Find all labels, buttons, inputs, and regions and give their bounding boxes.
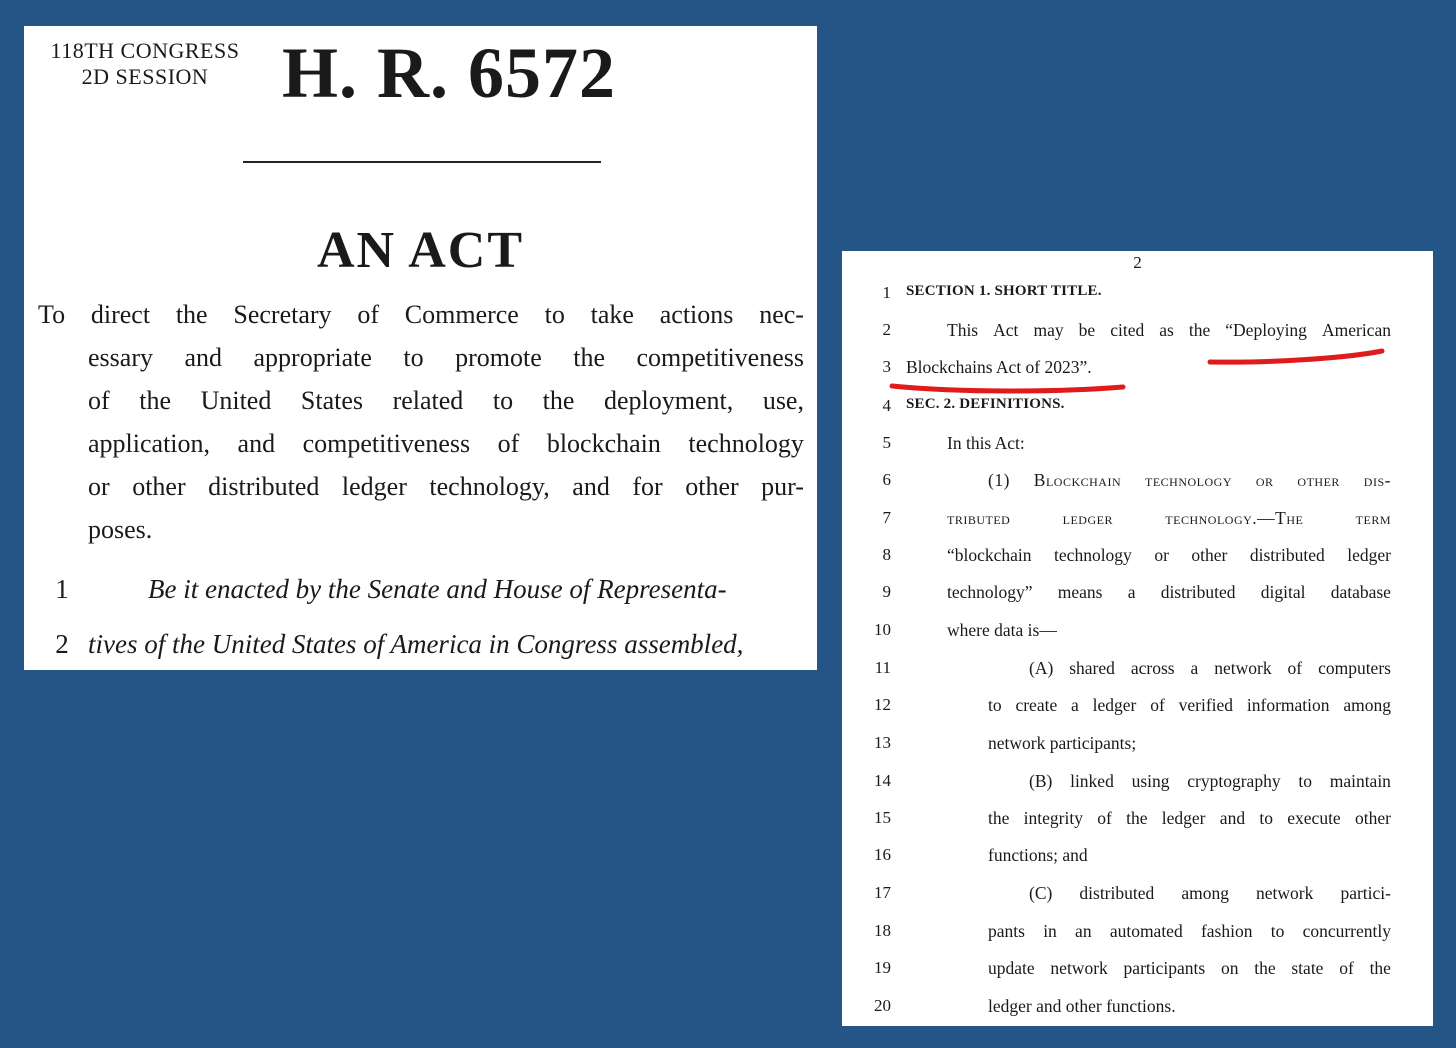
line-number: 9	[882, 582, 891, 601]
word: information	[1246, 695, 1330, 715]
word: States	[300, 386, 363, 415]
red-underline-annotation	[842, 251, 1433, 411]
session-label: 2D SESSION	[81, 64, 209, 89]
line-text	[1029, 883, 1391, 904]
bill-line	[842, 808, 1433, 845]
word: shared	[1069, 658, 1115, 678]
bill-line	[842, 545, 1433, 582]
line-number: 8	[882, 545, 891, 564]
line-text	[947, 508, 1391, 529]
word: competitiveness	[636, 343, 804, 372]
word: may	[1033, 320, 1064, 340]
word: technology”	[947, 582, 1033, 602]
word: network	[1214, 658, 1272, 678]
word: ledger	[1062, 508, 1113, 528]
line-number: 5	[882, 433, 891, 452]
word: a	[1190, 658, 1199, 678]
bill-text-page	[842, 251, 1433, 1026]
word: automated	[1109, 921, 1183, 941]
word: digital	[1260, 582, 1306, 602]
word: other	[685, 472, 739, 501]
word: To	[38, 300, 66, 329]
word: in	[1043, 921, 1057, 941]
line-text	[988, 470, 1391, 491]
line-number: 11	[874, 658, 891, 677]
word: actions	[659, 300, 734, 329]
word: direct	[90, 300, 151, 329]
word: computers	[1318, 658, 1391, 678]
word: state	[1291, 958, 1324, 978]
word: of	[1339, 958, 1354, 978]
word: technology,	[429, 472, 550, 501]
act-heading: AN ACT	[316, 222, 525, 279]
line-number: 1	[882, 283, 891, 302]
word: across	[1130, 658, 1175, 678]
word: or	[1154, 545, 1169, 565]
purpose-paragraph	[38, 293, 804, 551]
bill-line	[842, 921, 1433, 958]
word: pur-	[761, 472, 804, 501]
line-text: ledger and other functions.	[988, 996, 1176, 1016]
word: among	[1343, 695, 1391, 715]
line-number: 1	[55, 574, 69, 604]
line-number: 4	[882, 396, 891, 415]
page-number: 2	[1133, 253, 1142, 272]
word: database	[1330, 582, 1391, 602]
line-text	[988, 695, 1391, 716]
word: (1)	[988, 470, 1010, 490]
line-number: 2	[55, 629, 69, 659]
line-number: 12	[874, 695, 891, 714]
bill-line	[842, 582, 1433, 619]
word: execute	[1287, 808, 1341, 828]
word: appropriate	[253, 343, 372, 372]
word: distributed	[1079, 883, 1155, 903]
line-number: 14	[874, 771, 891, 790]
word: (C)	[1029, 883, 1053, 903]
word: ledger	[341, 472, 407, 501]
bill-number: H. R. 6572	[282, 33, 616, 113]
bill-line	[842, 470, 1433, 507]
word: Secretary	[233, 300, 332, 329]
word: the	[1254, 958, 1276, 978]
line-number: 18	[874, 921, 891, 940]
enacting-text: tives of the United States of America in Congress assembled,	[88, 629, 744, 659]
bill-cover-page	[24, 26, 817, 670]
word: to	[1259, 808, 1273, 828]
word: to	[544, 300, 565, 329]
word: the	[175, 300, 208, 329]
word: the	[1188, 320, 1211, 340]
word: technology	[1145, 470, 1232, 490]
word: of	[357, 300, 379, 329]
word: using	[1131, 771, 1170, 791]
title-divider	[243, 161, 601, 163]
line-number: 13	[874, 733, 891, 752]
word: verified	[1178, 695, 1234, 715]
line-text	[988, 958, 1391, 979]
word: to	[988, 695, 1002, 715]
line-text	[947, 582, 1391, 603]
bill-line	[842, 883, 1433, 920]
bill-line	[842, 958, 1433, 995]
word: (A)	[1029, 658, 1054, 678]
word: cited	[1110, 320, 1145, 340]
word: blockchain	[546, 429, 661, 458]
word: the	[573, 343, 605, 372]
line-number: 19	[874, 958, 891, 977]
word: participants	[1123, 958, 1206, 978]
word: “Deploying	[1225, 320, 1307, 340]
word: the	[542, 386, 575, 415]
section-heading: SECTION 1. SHORT TITLE.	[906, 283, 1102, 299]
word: ledger	[1347, 545, 1391, 565]
word: use,	[762, 386, 804, 415]
line-number: 10	[874, 620, 891, 639]
word: and	[237, 429, 276, 458]
word: dis-	[1363, 470, 1391, 490]
word: nec-	[759, 300, 804, 329]
word: tributed	[947, 508, 1011, 528]
word: cryptography	[1187, 771, 1281, 791]
word: Act	[993, 320, 1019, 340]
word: term	[1355, 508, 1391, 528]
word: pants	[988, 921, 1025, 941]
word: or	[88, 472, 110, 501]
line-number: 2	[882, 320, 891, 339]
line-text: where data is—	[947, 620, 1057, 640]
line-number: 6	[882, 470, 891, 489]
word: other	[132, 472, 186, 501]
line-text: functions; and	[988, 845, 1088, 865]
word: distributed	[1249, 545, 1325, 565]
word: create	[1015, 695, 1058, 715]
word: technology	[1054, 545, 1132, 565]
purpose-line	[38, 293, 804, 336]
word: concurrently	[1302, 921, 1391, 941]
line-number: 7	[882, 508, 891, 527]
word: means	[1057, 582, 1103, 602]
bill-line	[842, 620, 1433, 657]
line-number: 16	[874, 845, 891, 864]
word: other	[1191, 545, 1228, 565]
word: competitiveness	[302, 429, 471, 458]
red-underline-stroke	[1210, 351, 1382, 362]
line-number: 17	[874, 883, 891, 902]
word: maintain	[1329, 771, 1391, 791]
bill-line	[842, 508, 1433, 545]
purpose-line	[38, 336, 804, 379]
line-text	[988, 808, 1391, 829]
purpose-line	[38, 379, 804, 422]
word: the	[1126, 808, 1148, 828]
word: Commerce	[404, 300, 519, 329]
line-text: network participants;	[988, 733, 1137, 753]
word: network	[1050, 958, 1108, 978]
purpose-line	[38, 422, 804, 465]
line-number: 3	[882, 357, 891, 376]
word: a	[1127, 582, 1136, 602]
line-text	[1029, 658, 1391, 679]
line-text	[947, 545, 1391, 566]
word: update	[988, 958, 1035, 978]
word: linked	[1070, 771, 1114, 791]
bill-line	[842, 996, 1433, 1033]
bill-line	[842, 658, 1433, 695]
word: fashion	[1200, 921, 1253, 941]
word: the	[1369, 958, 1391, 978]
word: ledger	[1161, 808, 1206, 828]
word: to	[1270, 921, 1285, 941]
bill-line	[842, 695, 1433, 732]
word: other	[1297, 470, 1340, 490]
word: the	[988, 808, 1010, 828]
word: for	[632, 472, 663, 501]
word: promote	[455, 343, 542, 372]
line-number: 15	[874, 808, 891, 827]
word: of	[88, 386, 110, 415]
word: of	[1287, 658, 1303, 678]
word: and	[184, 343, 223, 372]
word: as	[1159, 320, 1174, 340]
word: ledger	[1092, 695, 1137, 715]
word: other	[1354, 808, 1391, 828]
word: technology	[688, 429, 804, 458]
bill-line	[842, 845, 1433, 882]
word: of	[1150, 695, 1165, 715]
word: or	[1255, 470, 1274, 490]
word: essary	[88, 343, 153, 372]
word: an	[1075, 921, 1092, 941]
congress-session-label	[34, 38, 256, 90]
word: Blockchain	[1033, 470, 1122, 490]
word: partici-	[1340, 883, 1391, 903]
word: distributed	[1160, 582, 1236, 602]
word: and	[572, 472, 610, 501]
word: application,	[88, 429, 211, 458]
bill-line	[842, 771, 1433, 808]
word: to	[403, 343, 424, 372]
bill-line	[842, 433, 1433, 470]
word: be	[1078, 320, 1096, 340]
word: a	[1071, 695, 1079, 715]
word: take	[590, 300, 634, 329]
word: integrity	[1023, 808, 1083, 828]
word: related	[392, 386, 464, 415]
word: This	[947, 320, 979, 340]
word: the	[139, 386, 171, 415]
line-text	[1029, 771, 1391, 792]
bill-line	[842, 733, 1433, 770]
word: of	[497, 429, 520, 458]
word: deployment,	[603, 386, 734, 415]
word: to	[492, 386, 514, 415]
line-text	[988, 921, 1391, 942]
word: technology.—The	[1165, 508, 1304, 528]
line-number: 20	[874, 996, 891, 1015]
word: (B)	[1029, 771, 1053, 791]
word: network	[1256, 883, 1314, 903]
purpose-line	[38, 465, 804, 508]
section-heading: SEC. 2. DEFINITIONS.	[906, 396, 1065, 412]
word: of	[1097, 808, 1112, 828]
enacting-text: Be it enacted by the Senate and House of Representa-	[148, 574, 727, 604]
word: on	[1220, 958, 1239, 978]
red-underline-stroke	[892, 386, 1123, 391]
word: and	[1219, 808, 1246, 828]
line-text: Blockchains Act of 2023”.	[906, 357, 1092, 377]
word: United	[200, 386, 272, 415]
word: among	[1181, 883, 1229, 903]
congress-label: 118TH CONGRESS	[50, 38, 240, 63]
word: to	[1298, 771, 1312, 791]
line-text: In this Act:	[947, 433, 1025, 453]
purpose-line: poses.	[88, 515, 153, 544]
word: “blockchain	[947, 545, 1032, 565]
word: American	[1321, 320, 1391, 340]
word: distributed	[208, 472, 320, 501]
